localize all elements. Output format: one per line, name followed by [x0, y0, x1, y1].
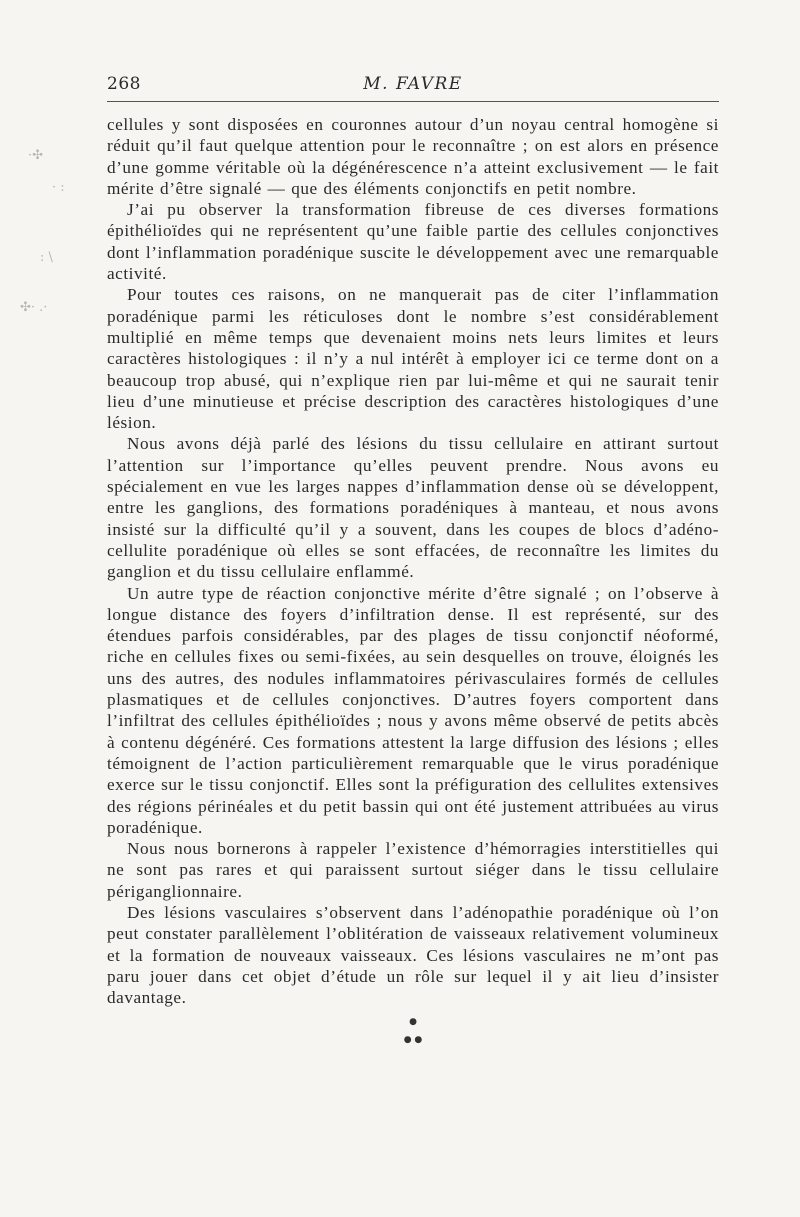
paragraph: Nous nous bornerons à rappeler l’existence d’hémorragies interstitielles qui ne sont pas rares et qui paraissent surtout siéger dans le tissu cellulaire périganglionnaire. — [107, 839, 719, 901]
page-header — [107, 74, 719, 100]
paragraph: cellules y sont disposées en couronnes autour d’un noyau central homogène si réduit qu’il faut quelque attention pour le reconnaître ; on est alors en présence d’une gomme véritable où la dégénérescence n’a atteint exclusivement — le fait mérite d’être signalé — que des éléments conjonctifs en petit nombre. — [107, 115, 719, 198]
running-title: M. FAVRE — [363, 74, 463, 94]
paragraph: Des lésions vasculaires s’observent dans l’adénopathie poradénique où l’on peut constater parallèlement l’oblitération de vaisseaux relativement volumineux et la formation de nouveaux vaisseaux. Ces lésions vasculaires ne m’ont pas paru jouer dans cet objet d’étude un rôle sur lequel il y ait lieu d’insister davantage. — [107, 902, 719, 1008]
section-end-ornament — [107, 1012, 719, 1048]
paragraph: Un autre type de réaction conjonctive mérite d’être signalé ; on l’observe à longue distance des foyers d’infiltration dense. Il est représenté, sur des étendues parfois considérables, par des plages de tissu conjonctif néoformé, riche en cellules fixes ou semi-fixées, au sein desquelles on trouve, éloignés les uns des autres, des nodules inflammatoires périvasculaires formés de cellules plasmatiques et de cellules conjonctives. D’autres foyers comportent dans l’infiltrat des cellules épithélioïdes ; nous y avons même observé de petits abcès à contenu dégénéré. Ces formations attestent la large diffusion des lésions ; elles témoignent de l’action particulièrement remarquable que le virus poradénique exerce sur le tissu conjonctif. Elles sont la préfiguration des cellulites extensives des régions périnéales et du petit bassin qui ont été justement attribuées au virus poradénique. — [107, 583, 719, 837]
paragraph: Nous avons déjà parlé des lésions du tissu cellulaire en attirant surtout l’attention sur l’importance qu’elles peuvent prendre. Nous avons eu spécialement en vue les larges nappes d’inflammation dense où se développent, entre les ganglions, des formations poradéniques à manteau, et nous avons insisté sur la difficulté qu’il y a souvent, dans les coupes de blocs d’adéno-cellulite poradénique où elles se sont effacées, de reconnaître les limites du ganglion et du tissu cellulaire enflammé. — [107, 434, 719, 582]
header-rule — [107, 101, 719, 102]
ornament-dots-bottom: ● ● — [403, 1035, 423, 1045]
ornament-dot-top: ● — [409, 1017, 417, 1027]
paragraph: Pour toutes ces raisons, on ne manquerait pas de citer l’inflammation poradénique parmi les réticuloses dont le nombre s’est considérablement multiplié en même temps que devenaient moins nets leurs limites et leurs caractères histologiques : il n’y a nul intérêt à employer ici ce terme dont on a beaucoup trop abusé, qui n’explique rien par lui-même et qui ne saurait tenir lieu d’une minutieuse et précise description des caractères histologiques d’une lésion. — [107, 285, 719, 433]
body-text — [107, 114, 719, 1008]
page-number: 268 — [107, 74, 141, 94]
margin-bleed-through: ·✣ · : : \ ✣· .· — [20, 148, 65, 315]
paragraph: J’ai pu observer la transformation fibreuse de ces diverses formations épithélioïdes qui ne représentent qu’une faible partie des cellules conjonctives dont l’inflammation poradénique suscite le développement avec une remarquable activité. — [107, 200, 719, 284]
